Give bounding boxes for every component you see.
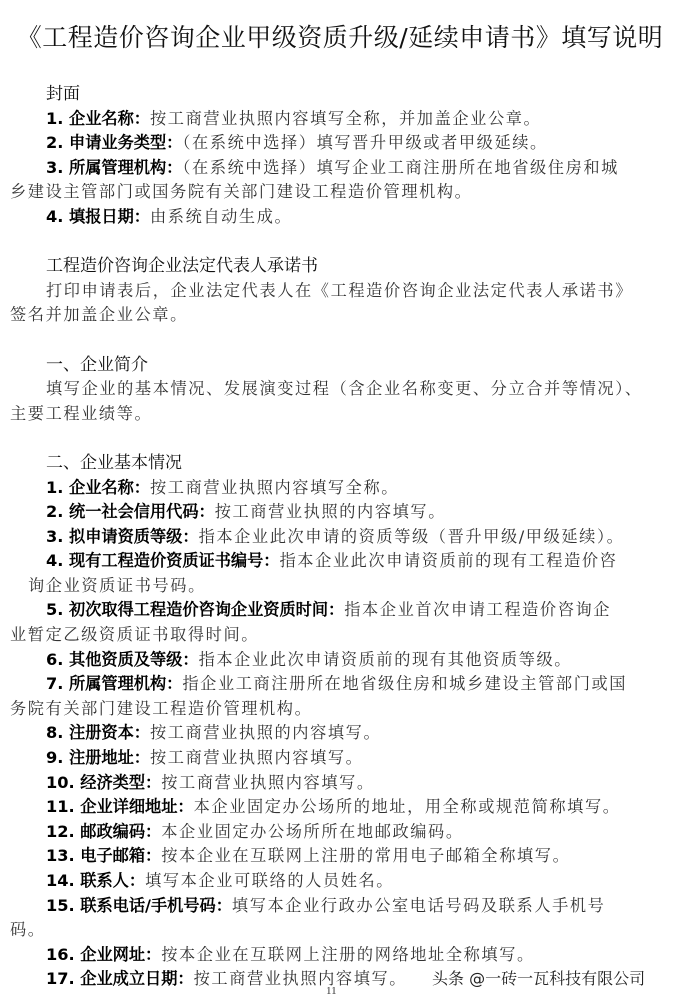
basic-item-15-continued [10, 918, 670, 943]
document-title: 《工程造价咨询企业甲级资质升级/延续申请书》填写说明 [16, 23, 664, 52]
basic-item-12 [10, 820, 670, 845]
basic-item-11 [10, 795, 670, 820]
item-label: 4. 现有工程造价资质证书编号： [46, 551, 280, 571]
item-text: 按本企业在互联网上注册的网络地址全称填写。 [161, 944, 535, 964]
item-text: 填写本企业行政办公室电话号码及联系人手机号 [231, 895, 606, 915]
basic-item-15 [10, 894, 670, 919]
item-label: 3. 所属管理机构： [46, 157, 183, 177]
basic-item-7-continued [10, 697, 670, 722]
item-label: 1. 企业名称： [46, 108, 150, 128]
item-text: 本企业固定办公场所所在地邮政编码。 [161, 821, 464, 841]
spacer [10, 328, 670, 353]
cover-item-4 [10, 205, 670, 230]
section-heading-commitment: 工程造价咨询企业法定代表人承诺书 [46, 256, 318, 277]
basic-item-6 [10, 648, 670, 673]
item-text: 按本企业在互联网上注册的常用电子邮箱全称填写。 [161, 846, 571, 866]
basic-item-4 [10, 549, 670, 574]
basic-item-13 [10, 844, 670, 869]
company-intro-text [10, 377, 670, 402]
cover-item-3 [10, 156, 670, 181]
basic-item-3 [10, 525, 670, 550]
basic-item-5 [10, 598, 670, 623]
paragraph-text-continued: 主要工程业绩等。 [10, 403, 153, 423]
item-label: 11. 企业详细地址： [46, 797, 194, 817]
page-number: 11 [326, 985, 337, 997]
item-text-continued: 业暂定乙级资质证书取得时间。 [10, 625, 260, 645]
item-text: 按工商营业执照内容填写。 [193, 969, 408, 989]
item-text: 指本企业此次申请的资质等级（晋升甲级/甲级延续）。 [198, 526, 625, 546]
item-label: 16. 企业网址： [46, 944, 162, 964]
item-text: 填写本企业可联络的人员姓名。 [145, 871, 395, 890]
spacer [10, 426, 670, 451]
item-text: （在系统中选择）填写企业工商注册所在地省级住房和城 [182, 157, 619, 177]
basic-item-7 [10, 672, 670, 697]
item-text: 按工商营业执照内容填写全称。 [150, 477, 400, 497]
item-text-continued: 询企业资质证书号码。 [28, 575, 206, 595]
item-text: 指本企业首次申请工程造价咨询企 [344, 600, 612, 620]
item-text: 按工商营业执照内容填写。 [150, 748, 364, 768]
item-label: 8. 注册资本： [46, 723, 150, 743]
item-text-continued: 乡建设主管部门或国务院有关部门建设工程造价管理机构。 [10, 182, 473, 202]
section-heading-cover: 封面 [46, 84, 80, 104]
section-heading-company-intro: 一、企业简介 [46, 354, 148, 375]
item-label: 2. 统一社会信用代码： [46, 502, 215, 522]
item-label: 12. 邮政编码： [46, 821, 162, 841]
basic-item-9 [10, 746, 670, 771]
paragraph-text: 打印申请表后，企业法定代表人在《工程造价咨询企业法定代表人承诺书》 [46, 280, 633, 300]
item-label: 13. 电子邮箱： [46, 846, 162, 866]
section-heading-basic-info: 二、企业基本情况 [46, 452, 182, 473]
item-label: 2. 申请业务类型： [46, 133, 183, 153]
basic-item-10 [10, 771, 670, 796]
item-label: 9. 注册地址： [46, 748, 150, 768]
item-label: 15. 联系电话/手机号码： [46, 895, 232, 915]
basic-item-1 [10, 476, 670, 501]
item-text: 指企业工商注册所在地省级住房和城乡建设主管部门或国 [182, 674, 628, 694]
item-text: （在系统中选择）填写晋升甲级或者甲级延续。 [182, 133, 548, 153]
item-label: 10. 经济类型： [46, 772, 162, 792]
item-label: 6. 其他资质及等级： [46, 649, 199, 669]
item-text: 指本企业此次申请资质前的现有工程造价咨 [279, 551, 618, 571]
basic-item-8 [10, 721, 670, 746]
item-label: 3. 拟申请资质等级： [46, 526, 199, 546]
paragraph-text-continued: 签名并加盖企业公章。 [10, 305, 188, 325]
basic-item-16 [10, 943, 670, 968]
item-text: 按工商营业执照内容填写全称，并加盖企业公章。 [150, 108, 542, 128]
watermark: 头条 @一砖一瓦科技有限公司 [432, 969, 646, 988]
commitment-text-continued [10, 303, 670, 328]
item-text: 按工商营业执照的内容填写。 [214, 502, 446, 522]
spacer [10, 230, 670, 255]
item-text: 由系统自动生成。 [150, 206, 293, 226]
cover-item-3-continued [10, 180, 670, 205]
paragraph-text: 填写企业的基本情况、发展演变过程（含企业名称变更、分立合并等情况）、 [46, 379, 643, 399]
item-text: 按工商营业执照内容填写。 [161, 772, 375, 792]
item-label: 1. 企业名称： [46, 477, 150, 497]
item-text-continued: 码。 [10, 920, 46, 940]
item-label: 5. 初次取得工程造价咨询企业资质时间： [46, 600, 345, 620]
basic-item-5-continued [10, 623, 670, 648]
basic-item-14 [10, 869, 670, 894]
item-text: 按工商营业执照的内容填写。 [150, 723, 382, 743]
item-text-continued: 务院有关部门建设工程造价管理机构。 [10, 698, 313, 718]
item-label: 17. 企业成立日期： [46, 969, 194, 989]
cover-item-1 [10, 107, 670, 132]
item-label: 4. 填报日期： [46, 206, 150, 226]
item-text: 指本企业此次申请资质前的现有其他资质等级。 [198, 649, 573, 669]
item-label: 7. 所属管理机构： [46, 674, 183, 694]
company-intro-text-continued [10, 402, 670, 427]
cover-item-2 [10, 131, 670, 156]
basic-item-4-continued [10, 574, 670, 599]
item-label: 14. 联系人： [46, 871, 146, 890]
document-body [10, 82, 670, 992]
basic-item-2 [10, 500, 670, 525]
item-text: 本企业固定办公场所的地址，用全称或规范简称填写。 [193, 797, 621, 817]
commitment-text [10, 279, 670, 304]
